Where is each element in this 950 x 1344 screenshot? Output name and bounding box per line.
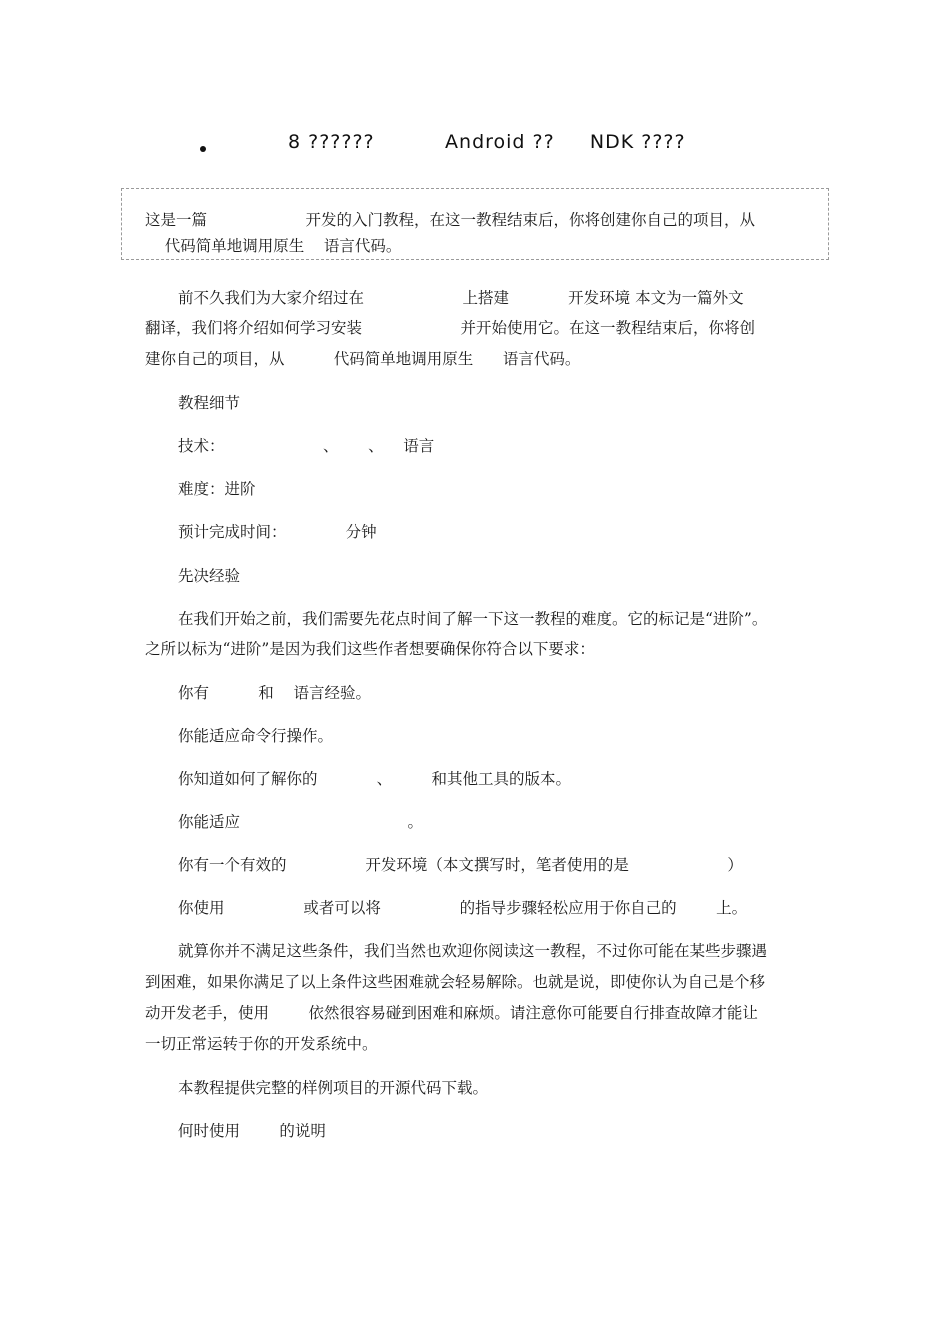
list-item: 你能适应命令行操作。 [178, 727, 334, 745]
download-note: 本教程提供完整的样例项目的开源代码下载。 [178, 1079, 489, 1097]
prereq-para-line-1: 在我们开始之前，我们需要先花点时间了解一下这一教程的难度。它的标记是“进阶”。 [178, 610, 768, 628]
prereq-para-line-2: 之所以标为“进阶”是因为我们这些作者想要确保你符合以下要求： [145, 640, 595, 658]
warning-line-1: 就算你并不满足这些条件，我们当然也欢迎你阅读这一教程，不过你可能在某些步骤遇 [178, 942, 768, 960]
details-time: 预计完成时间： 分钟 [178, 523, 377, 541]
details-heading: 教程细节 [178, 394, 241, 412]
warning-line-3: 动开发老手，使用 依然很容易碰到困难和麻烦。请注意你可能要自行排查故障才能让 [145, 1004, 758, 1022]
details-tech: 技术： 、 、 语言 [178, 437, 435, 455]
when-heading: 何时使用 的说明 [178, 1122, 326, 1140]
list-item: 你能适应 。 [178, 813, 424, 831]
warning-line-4: 一切正常运转于你的开发系统中。 [145, 1035, 378, 1053]
intro-line-2: 翻译，我们将介绍如何学习安装 并开始使用它。在这一教程结束后，你将创 [145, 319, 756, 337]
warning-line-2: 到困难，如果你满足了以上条件这些困难就会轻易解除。也就是说，即使你认为自己是个移 [145, 973, 766, 991]
abstract-line-2: 代码简单地调用原生 语言代码。 [145, 237, 402, 255]
details-difficulty: 难度：进阶 [178, 480, 256, 498]
list-item: 你使用 或者可以将 的指导步骤轻松应用于你自己的 上。 [178, 899, 748, 917]
page-title: 8 ?????? Android ?? NDK ???? [288, 131, 686, 153]
list-item: 你有一个有效的 开发环境（本文撰写时，笔者使用的是 ） [178, 856, 743, 874]
prereq-heading: 先决经验 [178, 567, 241, 585]
list-item: 你知道如何了解你的 、 和其他工具的版本。 [178, 770, 572, 788]
intro-line-1: 前不久我们为大家介绍过在 上搭建 开发环境 本文为一篇外文 [178, 289, 744, 307]
abstract-line-1: 这是一篇 开发的入门教程，在这一教程结束后，你将创建你自己的项目，从 [145, 211, 756, 229]
list-item: 你有 和 语言经验。 [178, 684, 371, 702]
intro-line-3: 建你自己的项目，从 代码简单地调用原生 语言代码。 [145, 350, 581, 368]
bullet-icon [200, 146, 206, 152]
